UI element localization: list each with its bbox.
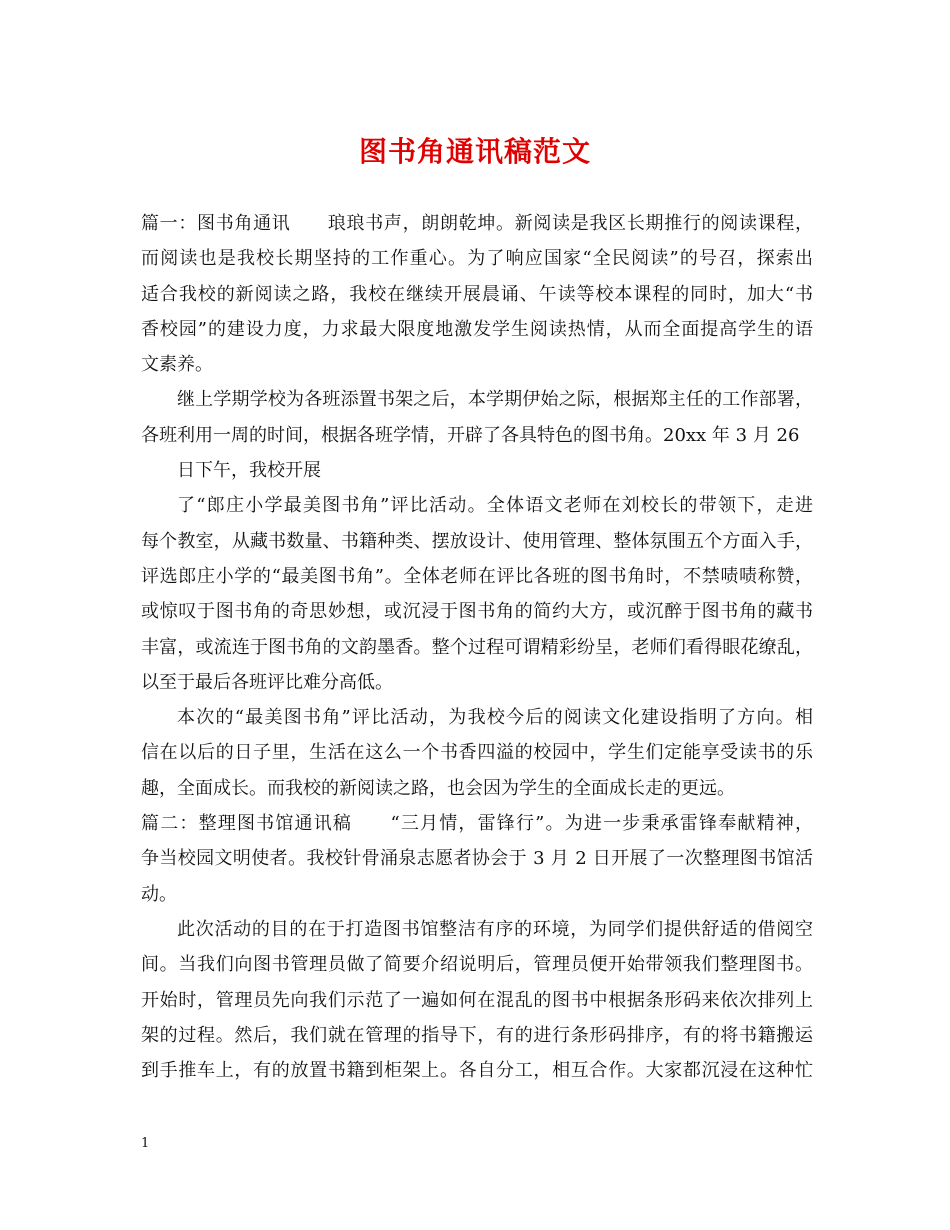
text-line: 以至于最后各班评比难分高低。 — [141, 671, 393, 693]
page-number: 1 — [141, 1136, 150, 1151]
text-line: 继上学期学校为各班添置书架之后，本学期伊始之际，根据郑主任的工作部署， — [177, 389, 813, 411]
text-line: 篇一：图书角通讯 琅琅书声，朗朗乾坤。新阅读是我区长期推行的阅读课程， — [141, 213, 813, 234]
text-line: 或惊叹于图书角的奇思妙想，或沉浸于图书角的简约大方，或沉醉于图书角的藏书 — [141, 601, 813, 623]
text-line: 此次活动的目的在于打造图书馆整洁有序的环境，为同学们提供舒适的借阅空 — [177, 918, 813, 940]
text-line: 文素养。 — [141, 354, 213, 376]
text-line: 开始时，管理员先向我们示范了一遍如何在混乱的图书中根据条形码来依次排列上 — [141, 989, 813, 1011]
text-line: 动。 — [141, 883, 177, 905]
text-line: 适合我校的新阅读之路，我校在继续开展晨诵、午读等校本课程的同时，加大“书 — [141, 283, 813, 305]
text-line: 到手推车上，有的放置书籍到柜架上。各自分工，相互合作。大家都沉浸在这种忙 — [141, 1060, 813, 1082]
text-line: 篇二：整理图书馆通讯稿 “三月情，雷锋行”。为进一步秉承雷锋奉献精神， — [141, 813, 813, 835]
text-line: 而阅读也是我校长期坚持的工作重心。为了响应国家“全民阅读”的号召，探索出 — [141, 248, 813, 270]
text-line: 日下午，我校开展 — [177, 460, 321, 482]
text-line: 评选郎庄小学的“最美图书角”。全体老师在评比各班的图书角时，不禁啧啧称赞， — [141, 565, 813, 587]
text-line: 争当校园文明使者。我校针骨涌泉志愿者协会于 3 月 2 日开展了一次整理图书馆活 — [141, 848, 813, 870]
text-line: 架的过程。然后，我们就在管理的指导下，有的进行条形码排序，有的将书籍搬运 — [141, 1024, 813, 1046]
text-line: 本次的“最美图书角”评比活动，为我校今后的阅读文化建设指明了方向。相 — [177, 707, 813, 729]
text-line: 了“郎庄小学最美图书角”评比活动。全体语文老师在刘校长的带领下，走进 — [177, 495, 813, 517]
document-body — [141, 206, 813, 1088]
text-line: 香校园”的建设力度，力求最大限度地激发学生阅读热情，从而全面提高学生的语 — [141, 318, 813, 340]
text-line: 趣，全面成长。而我校的新阅读之路，也会因为学生的全面成长走的更远。 — [141, 777, 735, 799]
text-line: 每个教室，从藏书数量、书籍种类、摆放设计、使用管理、整体氛围五个方面入手， — [141, 530, 813, 552]
text-line: 信在以后的日子里，生活在这么一个书香四溢的校园中，学生们定能享受读书的乐 — [141, 742, 813, 764]
text-line: 各班利用一周的时间，根据各班学情，开辟了各具特色的图书角。20xx 年 3 月 26 — [141, 424, 800, 446]
text-line: 间。当我们向图书管理员做了简要介绍说明后，管理员便开始带领我们整理图书。 — [141, 954, 813, 976]
document-title: 图书角通讯稿范文 — [358, 135, 591, 168]
text-line: 丰富，或流连于图书角的文韵墨香。整个过程可谓精彩纷呈，老师们看得眼花缭乱， — [141, 636, 813, 658]
